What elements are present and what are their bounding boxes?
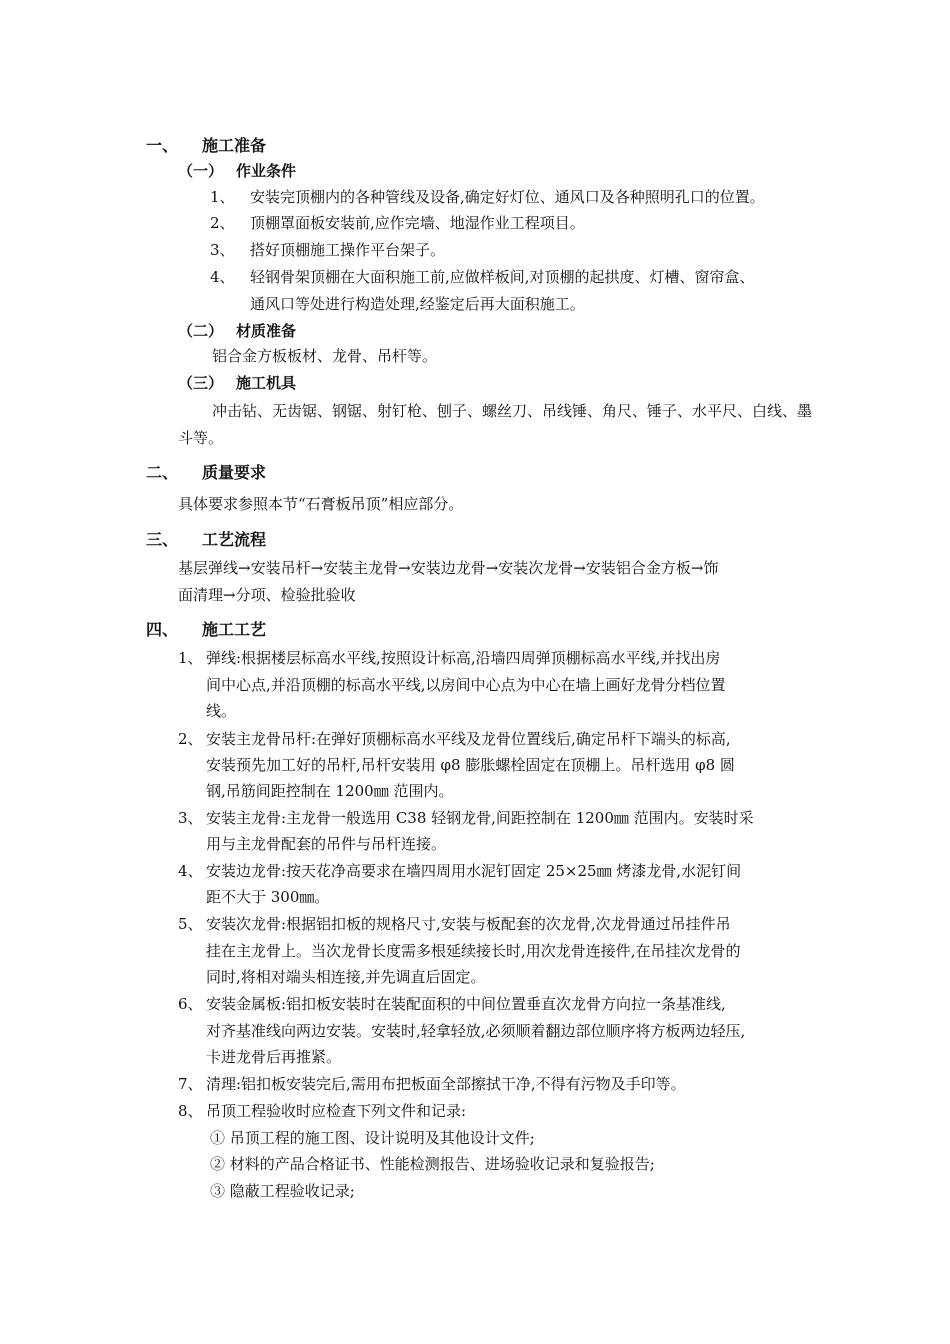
- list-item-continuation: 挂在主龙骨上。当次龙骨长度需多根延续接长时,用次龙骨连接件,在吊挂次龙骨的: [206, 942, 741, 960]
- subsection-1-3-number: （三）: [178, 374, 224, 392]
- list-item-continuation: 钢,吊筋间距控制在 1200㎜ 范围内。: [206, 782, 454, 800]
- paragraph-continuation: 斗等。: [178, 429, 224, 447]
- list-item-number: 2、: [178, 730, 203, 748]
- section-4-number: 四、: [146, 620, 179, 639]
- list-item-number: 7、: [178, 1075, 203, 1093]
- list-item-continuation: 线。: [206, 702, 237, 720]
- list-item-continuation: 同时,将相对端头相连接,并先调直后固定。: [206, 968, 486, 986]
- subsection-1-1-number: （一）: [178, 162, 224, 180]
- list-item-number: 8、: [178, 1102, 203, 1120]
- paragraph: 冲击钻、无齿锯、钢锯、射钉枪、刨子、螺丝刀、吊线锤、角尺、锤子、水平尺、白线、墨: [212, 402, 813, 420]
- list-item-continuation: 距不大于 300㎜。: [206, 888, 330, 906]
- paragraph-continuation: 面清理→分项、检验批验收: [178, 586, 356, 604]
- list-item-number: 5、: [178, 915, 203, 933]
- list-item-continuation: 安装预先加工好的吊杆,吊杆安装用 φ8 膨胀螺栓固定在顶棚上。吊杆选用 φ8 圆: [206, 756, 735, 774]
- checklist-item: ③ 隐蔽工程验收记录;: [210, 1182, 355, 1200]
- checklist-item: ① 吊顶工程的施工图、设计说明及其他设计文件;: [210, 1129, 535, 1147]
- list-item-continuation: 用与主龙骨配套的吊件与吊杆连接。: [206, 835, 447, 853]
- subsection-1-2-title: 材质准备: [236, 322, 297, 340]
- checklist-item: ② 材料的产品合格证书、性能检测报告、进场验收记录和复验报告;: [210, 1155, 655, 1173]
- subsection-1-3-title: 施工机具: [236, 374, 297, 392]
- list-item-text: 弹线:根据楼层标高水平线,按照设计标高,沿墙四周弹顶棚标高水平线,并找出房: [206, 649, 721, 667]
- list-item-number: 1、: [178, 649, 203, 667]
- section-1-number: 一、: [146, 136, 179, 155]
- subsection-1-1-title: 作业条件: [236, 162, 297, 180]
- section-4-title: 施工工艺: [202, 620, 267, 639]
- paragraph: 基层弹线→安装吊杆→安装主龙骨→安装边龙骨→安装次龙骨→安装铝合金方板→饰: [178, 559, 719, 577]
- list-item-text: 安装完顶棚内的各种管线及设备,确定好灯位、通风口及各种照明孔口的位置。: [250, 188, 765, 206]
- list-item-number: 1、: [210, 188, 235, 206]
- subsection-1-2-number: （二）: [178, 322, 224, 340]
- paragraph: 具体要求参照本节“石膏板吊顶”相应部分。: [178, 495, 464, 513]
- list-item-text: 轻钢骨架顶棚在大面积施工前,应做样板间,对顶棚的起拱度、灯槽、窗帘盒、: [250, 268, 755, 286]
- list-item-continuation: 对齐基准线向两边安装。安装时,轻拿轻放,必须顺着翻边部位顺序将方板两边轻压,: [206, 1022, 746, 1040]
- list-item-continuation: 通风口等处进行构造处理,经鉴定后再大面积施工。: [250, 295, 585, 313]
- section-1-title: 施工准备: [202, 136, 267, 155]
- list-item-number: 3、: [178, 809, 203, 827]
- list-item-continuation: 卡进龙骨后再推紧。: [206, 1048, 342, 1066]
- section-3-title: 工艺流程: [202, 530, 267, 549]
- list-item-number: 3、: [210, 241, 235, 259]
- list-item-text: 安装边龙骨:按天花净高要求在墙四周用水泥钉固定 25×25㎜ 烤漆龙骨,水泥钉间: [206, 862, 742, 880]
- list-item-text: 安装主龙骨:主龙骨一般选用 C38 轻钢龙骨,间距控制在 1200㎜ 范围内。安装时采: [206, 809, 754, 827]
- list-item-number: 2、: [210, 214, 235, 232]
- paragraph: 铝合金方板板材、龙骨、吊杆等。: [212, 347, 438, 365]
- list-item-text: 安装次龙骨:根据铝扣板的规格尺寸,安装与板配套的次龙骨,次龙骨通过吊挂件吊: [206, 915, 731, 933]
- list-item-number: 4、: [178, 862, 203, 880]
- list-item-number: 4、: [210, 268, 235, 286]
- list-item-text: 清理:铝扣板安装完后,需用布把板面全部擦拭干净,不得有污物及手印等。: [206, 1075, 686, 1093]
- list-item-text: 安装金属板:铝扣板安装时在装配面积的中间位置垂直次龙骨方向拉一条基准线,: [206, 995, 726, 1013]
- section-2-number: 二、: [146, 463, 179, 482]
- list-item-text: 安装主龙骨吊杆:在弹好顶棚标高水平线及龙骨位置线后,确定吊杆下端头的标高,: [206, 730, 731, 748]
- list-item-text: 顶棚罩面板安装前,应作完墙、地湿作业工程项目。: [250, 214, 585, 232]
- list-item-continuation: 间中心点,并沿顶棚的标高水平线,以房间中心点为中心在墙上画好龙骨分档位置: [206, 676, 726, 694]
- section-3-number: 三、: [146, 530, 179, 549]
- section-2-title: 质量要求: [202, 463, 267, 482]
- list-item-number: 6、: [178, 995, 203, 1013]
- list-item-text: 搭好顶棚施工操作平台架子。: [250, 241, 446, 259]
- list-item-text: 吊顶工程验收时应检查下列文件和记录:: [206, 1102, 467, 1120]
